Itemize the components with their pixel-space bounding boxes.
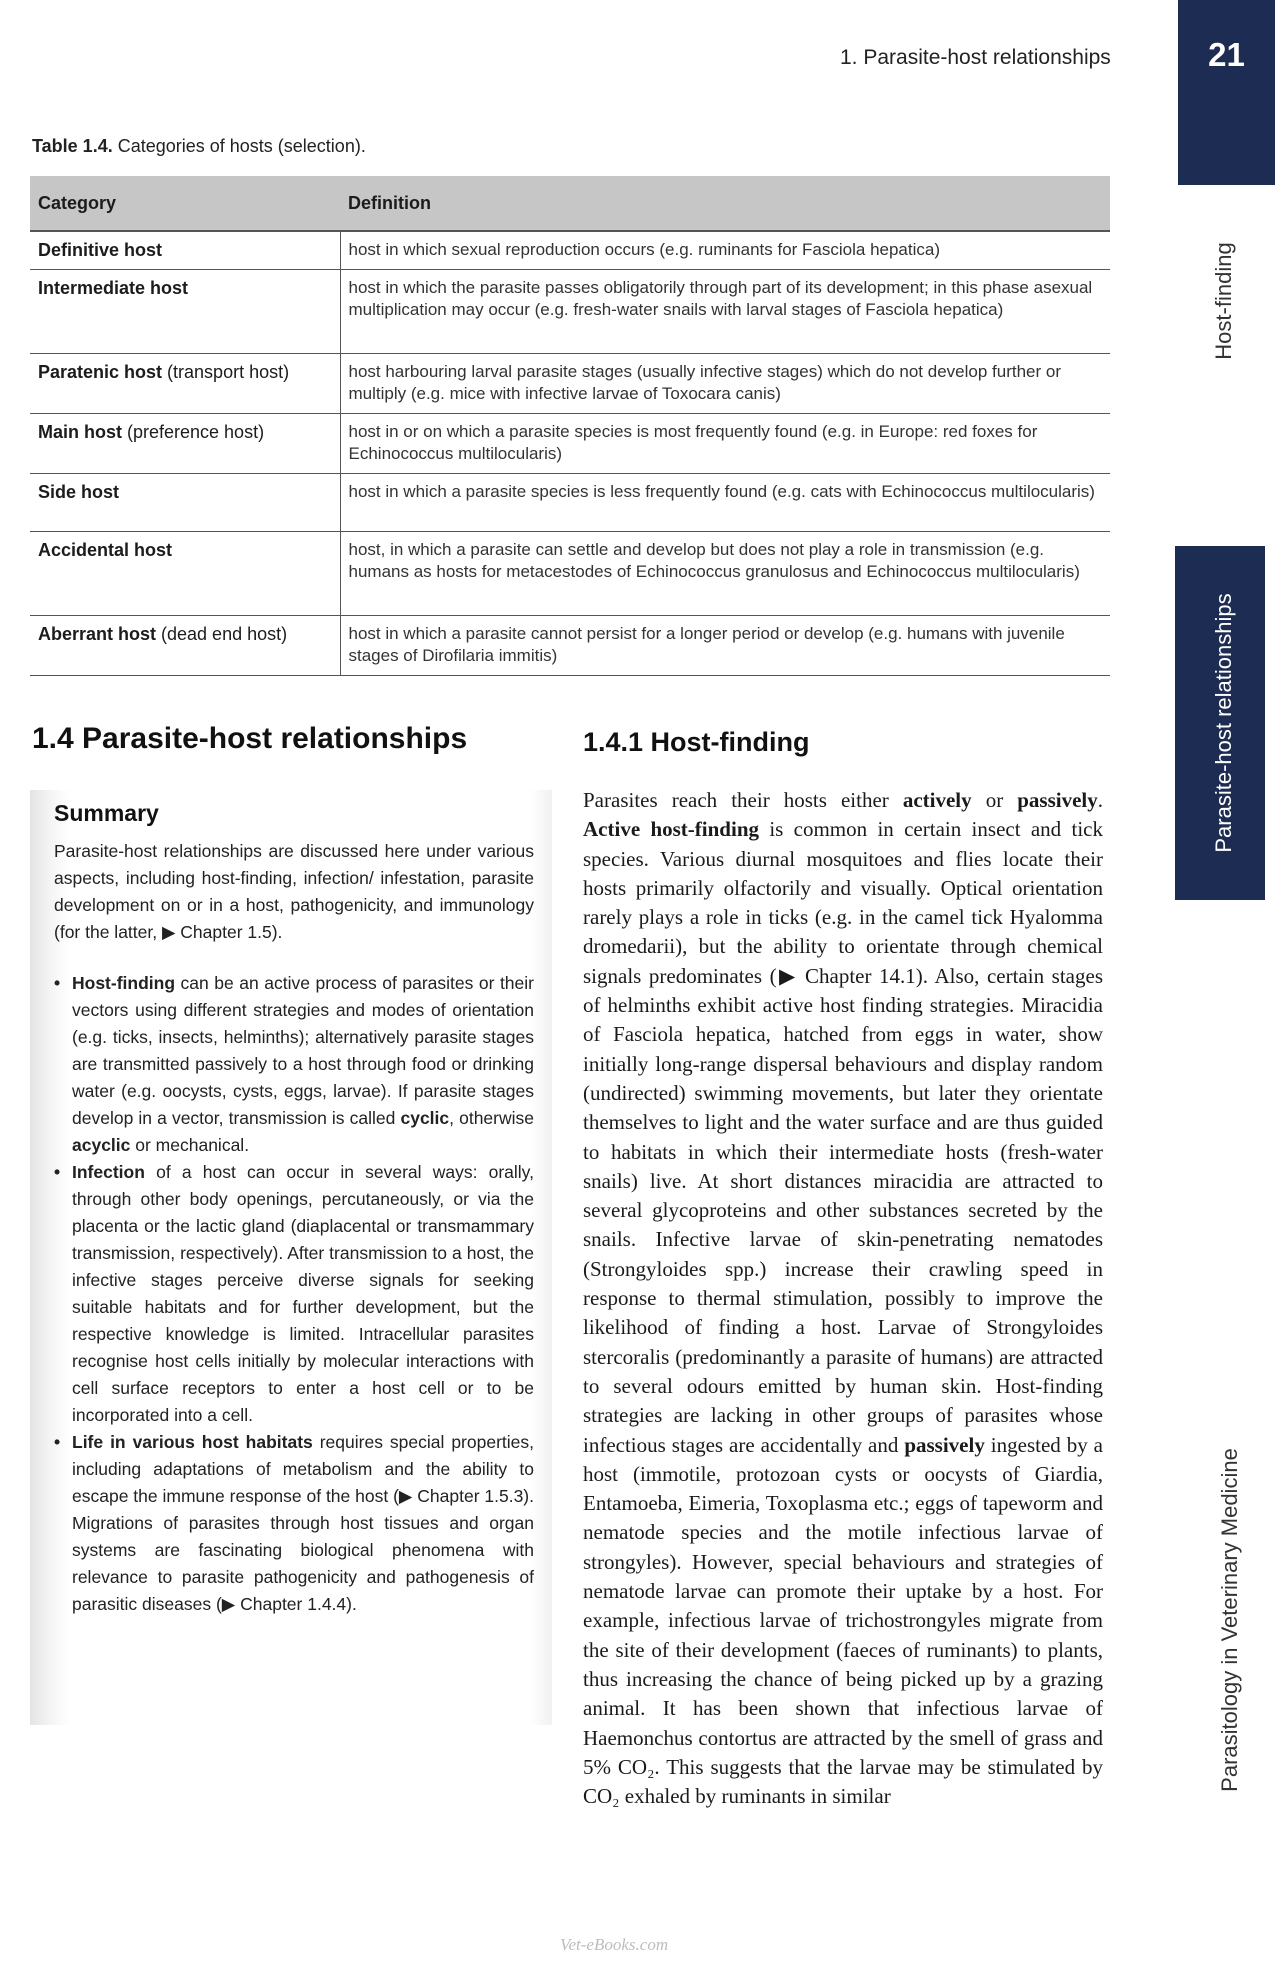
side-tab-parasite-host-relationships: Parasite-host relationships bbox=[1211, 593, 1236, 853]
body-text-run: is common in certain insect and tick species. Various diurnal mosquitoes and flies locate their hosts primarily olfactorily and visually. Optical orientation rarely plays a role in ticks (e.g. in the camel tick Hyalomma dromedarii), but the ability to orientate through chemical signals predominates (▶ Chapter 14.1). Also, certain stages of helminths exhibit active host finding strategies. Miracidia of Fasciola hepatica, hatched from eggs in water, show initially long-range dispersal behaviours and display random (undirected) swimming movements, but later they orientate themselves to light and the water surface and are thus guided to habitats in which their intermediate hosts (fresh-water snails) live. At short distances miracidia are attracted to several glycoproteins and other substances secreted by the snails. Infective larvae of skin-penetrating nematodes (Strongyloides spp.) increase their crawling speed in response to thermal stimulation, possibly to improve the likelihood of finding a host. Larvae of Strongyloides stercoralis (predominantly a parasite of humans) are attracted to several odours emitted by human skin. Host-finding strategies are lacking in other groups of parasites whose infectious stages are accidentally and bbox=[583, 817, 1103, 1457]
body-text-run: Parasites reach their hosts either bbox=[583, 788, 903, 812]
summary-bullet-list bbox=[54, 970, 534, 1618]
hosts-table bbox=[30, 176, 1110, 676]
definition-cell: host in or on which a parasite species is most frequently found (e.g. in Europe: red foxes for Echinococcus multilocularis) bbox=[340, 414, 1110, 474]
definition-cell: host, in which a parasite can settle and develop but does not play a role in transmission (e.g. humans as hosts for metacestodes of Echinococcus granulosus and Echinococcus multilocularis) bbox=[340, 532, 1110, 616]
category-cell bbox=[30, 532, 340, 616]
side-tab-host-finding: Host-finding bbox=[1211, 242, 1236, 360]
definition-cell: host in which sexual reproduction occurs (e.g. ruminants for Fasciola hepatica) bbox=[340, 231, 1110, 270]
summary-bullet bbox=[54, 970, 534, 1159]
category-name: Accidental host bbox=[38, 540, 173, 560]
body-text-run: . bbox=[1097, 788, 1103, 812]
definition-cell: host harbouring larval parasite stages (usually infective stages) which do not develop further or multiply (e.g. mice with infective larvae of Toxocara canis) bbox=[340, 354, 1110, 414]
category-alt: (transport host) bbox=[162, 362, 290, 382]
bullet-emphasis: acyclic bbox=[72, 1135, 131, 1155]
summary-bullet bbox=[54, 1159, 534, 1429]
table-caption-text: Categories of hosts (selection). bbox=[112, 136, 366, 156]
page-number: 21 bbox=[1208, 36, 1245, 73]
category-cell bbox=[30, 354, 340, 414]
category-cell bbox=[30, 616, 340, 676]
summary-intro: Parasite-host relationships are discussed here under various aspects, including host-finding, infection/ infestation, parasite development on or in a host, pathogenicity, and immunology (for the latter, ▶ Chapter 1.5). bbox=[54, 841, 534, 942]
category-name: Definitive host bbox=[38, 240, 163, 260]
watermark: Vet-eBooks.com bbox=[560, 1935, 669, 1954]
category-alt: (preference host) bbox=[122, 422, 265, 442]
definition-cell: host in which the parasite passes obligatorily through part of its development; in this phase asexual multiplication may occur (e.g. fresh-water snails with larval stages of Fasciola hepatica) bbox=[340, 270, 1110, 354]
bullet-text: requires special properties, including adaptations of metabolism and the ability to escape the immune response of the host (▶ Chapter 1.5.3). Migrations of parasites through host tissues and organ systems are fascinating biological phenomena with relevance to parasite pathogenicity and pathogenesis of parasitic diseases (▶ Chapter 1.4.4). bbox=[72, 1432, 534, 1614]
summary-title: Summary bbox=[54, 800, 159, 826]
definition-cell: host in which a parasite species is less frequently found (e.g. cats with Echinococcus multilocularis) bbox=[340, 474, 1110, 532]
table-row bbox=[30, 532, 1110, 616]
summary-bullet bbox=[54, 1429, 534, 1618]
section-heading: 1.4 Parasite-host relationships bbox=[32, 722, 468, 755]
bullet-emphasis: cyclic bbox=[400, 1108, 450, 1128]
category-cell bbox=[30, 474, 340, 532]
table-row bbox=[30, 414, 1110, 474]
category-name: Main host bbox=[38, 422, 122, 442]
category-name: Paratenic host bbox=[38, 362, 163, 382]
table-row bbox=[30, 474, 1110, 532]
body-emphasis: Active host-finding bbox=[583, 817, 759, 842]
bullet-text: , otherwise bbox=[449, 1108, 534, 1128]
host-finding-body-text bbox=[583, 786, 1103, 1811]
category-name: Side host bbox=[38, 482, 120, 502]
body-emphasis: passively bbox=[904, 1432, 985, 1457]
definition-cell: host in which a parasite cannot persist for a longer period or develop (e.g. humans with juvenile stages of Dirofilaria immitis) bbox=[340, 616, 1110, 676]
category-name: Intermediate host bbox=[38, 278, 189, 298]
category-cell bbox=[30, 231, 340, 270]
table-row bbox=[30, 354, 1110, 414]
category-cell bbox=[30, 270, 340, 354]
running-head: 1. Parasite-host relationships bbox=[840, 46, 1111, 69]
column-header-definition: Definition bbox=[340, 176, 1110, 231]
body-emphasis: passively bbox=[1017, 788, 1098, 812]
table-row bbox=[30, 270, 1110, 354]
side-tab-book-title: Parasitology in Veterinary Medicine bbox=[1217, 1448, 1242, 1792]
bullet-lead: Host-finding bbox=[72, 973, 176, 993]
bullet-text: can be an active process of parasites or their vectors using different strategies and modes of orientation (e.g. ticks, insects, helminths); alternatively parasite stages are transmitted passively to a host through food or drinking water (e.g. oocysts, cysts, eggs, larvae). If parasite stages develop in a vector, transmission is called bbox=[72, 973, 534, 1128]
summary-box bbox=[30, 790, 552, 1725]
table-caption-label: Table 1.4. bbox=[32, 136, 113, 156]
body-text-run: or bbox=[971, 788, 1018, 812]
bullet-text: or mechanical. bbox=[130, 1135, 250, 1155]
table-row bbox=[30, 616, 1110, 676]
table-row bbox=[30, 231, 1110, 270]
table-caption bbox=[32, 136, 366, 157]
category-name: Aberrant host bbox=[38, 624, 157, 644]
category-alt: (dead end host) bbox=[156, 624, 288, 644]
bullet-lead: Infection bbox=[72, 1162, 145, 1182]
bullet-lead: Life in various host habitats bbox=[72, 1432, 313, 1452]
table-header-row bbox=[30, 176, 1110, 231]
page-number-tab bbox=[1178, 0, 1275, 185]
bullet-text: of a host can occur in several ways: orally, through other body openings, percutaneously, or via the placenta or the lactic gland (diaplacental or transmammary transmission, respectively). After transmission to a host, the infective stages perceive diverse signals for seeking suitable habitats and for further development, but the respective knowledge is limited. Intracellular parasites recognise host cells initially by molecular interactions with cell surface receptors to enter a host cell or to be incorporated into a cell. bbox=[72, 1162, 534, 1425]
body-emphasis: actively bbox=[902, 788, 972, 812]
category-cell bbox=[30, 414, 340, 474]
subsection-heading: 1.4.1 Host-finding bbox=[583, 727, 810, 757]
column-header-category: Category bbox=[30, 176, 340, 231]
body-text-run: ingested by a host (immotile, protozoan cysts or oocysts of Giardia, Entamoeba, Eimeria, Toxoplasma etc.; eggs of tapeworm and nematode species and the motile infectious larvae of strongyles). However, special behaviours and strategies of nematode larvae can promote their uptake by a host. For example, infectious larvae of trichostrongyles migrate from the site of their development (faeces of ruminants) to plants, thus increasing the chance of being picked up by a grazing animal. It has been shown that infectious larvae of Haemonchus contortus are attracted by the smell of grass and 5% CO₂. This suggests that the larvae may be stimulated by CO₂ exhaled by ruminants in similar bbox=[583, 1432, 1103, 1809]
